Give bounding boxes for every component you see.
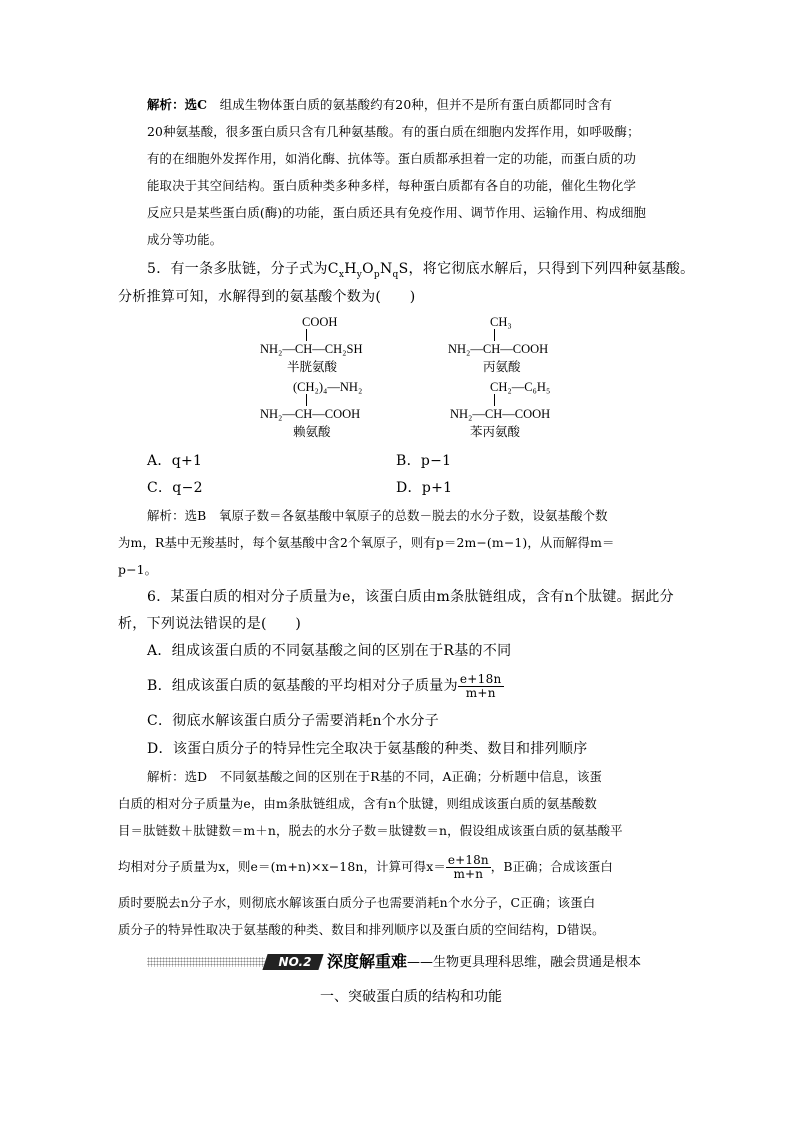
analysis-5-line-2: 为m，R基中无羧基时，每个氨基酸中含2个氧原子，则有p＝2m−(m−1)，从而解得m＝ [118, 535, 615, 550]
analysis-4-line-4: 能取决于其空间结构。蛋白质种类多种多样，每种蛋白质都有各自的功能，催化生物化学 [147, 178, 637, 193]
analysis-5-line-3: p−1。 [118, 562, 158, 577]
fraction: $\frac{e+18n}{m+n}$ [447, 853, 489, 881]
bond-line [306, 394, 307, 406]
q5-option-b[interactable]: B．p−1 [396, 453, 452, 469]
q6-option-a[interactable]: A．组成该蛋白质的不同氨基酸之间的区别在于R基的不同 [147, 643, 512, 659]
q6-option-d[interactable]: D．该蛋白质分子的特异性完全取决于氨基酸的种类、数目和排列顺序 [147, 741, 588, 757]
dotted-pattern [147, 957, 265, 967]
analysis-5-line-1: 解析：选B 氧原子数＝各氨基酸中氧原子的总数－脱去的水分子数，设氨基酸个数 [147, 508, 608, 523]
q6-option-c[interactable]: C．彻底水解该蛋白质分子需要消耗n个水分子 [147, 713, 440, 729]
analysis-6-line-4: 均相对分子质量为x，则e＝(m+n)×x−18n，计算可得x＝ $\frac{e+18n}{m+n}$ ，B正确；合成该蛋白 [118, 853, 613, 881]
q6-stem-line-1: 6．某蛋白质的相对分子质量为e，该蛋白质由m条肽链组成，含有n个肽键。据此分 [147, 589, 674, 605]
q6-stem-line-2: 析，下列说法错误的是( ) [118, 616, 302, 632]
q5-option-d[interactable]: D．p+1 [396, 480, 453, 496]
q5-option-a[interactable]: A．q+1 [147, 453, 203, 469]
section-title: 一、突破蛋白质的结构和功能 [320, 989, 502, 1005]
analysis-6-line-6: 质分子的特异性取决于氨基酸的种类、数目和排列顺序以及蛋白质的空间结构，D错误。 [118, 922, 605, 937]
tag-label: NO.2 [278, 955, 312, 969]
analysis-4-line-1: 解析：选C 组成生物体蛋白质的氨基酸约有20种，但并不是所有蛋白质都同时含有 [147, 97, 613, 112]
bond-line [306, 329, 307, 341]
q5-stem-line-1: 5．有一条多肽链，分子式为$C_xH_yO_pN_qS$，将它彻底水解后，只得到下列四种氨基酸。 [147, 261, 695, 280]
analysis-4-line-3: 有的在细胞外发挥作用，如消化酶、抗体等。蛋白质都承担着一定的功能，而蛋白质的功 [147, 151, 637, 166]
analysis-4-line-6: 成分等功能。 [147, 232, 223, 247]
section-banner [147, 951, 667, 973]
analysis-6-line-5: 质时要脱去n分子水，则彻底水解该蛋白质分子也需要消耗n个水分子，C正确；该蛋白 [118, 895, 596, 910]
q6-option-b[interactable]: B．组成该蛋白质的氨基酸的平均相对分子质量为 $\frac{e+18n}{m+n}$ [147, 671, 502, 700]
bond-line [494, 394, 495, 406]
analysis-4-label: 解析：选C [147, 97, 208, 112]
document-page: 解析：选C 组成生物体蛋白质的氨基酸约有20种，但并不是所有蛋白质都同时含有 20种氨基酸，很多蛋白质只含有几种氨基酸。有的蛋白质在细胞内发挥作用，如呼吸酶； 有的在细胞外发挥作用，如消化酶、抗体等。蛋白质都承担着一定的功能，而蛋白质的功 能取决于其空间结构。蛋白质种类多种多样，每种蛋白质都有各自的功能，催化生物化学 反应只是某些蛋白质(酶)的功能，蛋白质还具有免疫作用、调节作用、运输作用、构成细胞 成分等功能。 5．有一条多肽链，分子式为$C_xH_yO_pN_qS$，将它彻底水解后，只得到下列四种氨基酸。 分析推算可知，水解得到的氨基酸个数为( ) COOH NH₂—CH—CH₂SH 半胱氨酸 CH₃ NH₂—CH—COOH 丙氨酸 (CH₂)₄—NH₂ NH₂—CH—COOH 赖氨酸 CH₂—C₆H₅ NH₂—CH—COOH 苯丙氨酸 A．q+1 B．p−1 C．q−2 D．p+1 解析：选B 氧原子数＝各氨基酸中氧原子的总数－脱去的水分子数，设氨基酸个数 为m，R基中无羧基时，每个氨基酸中含2个氧原子，则有p＝2m−(m−1)，从而解得m＝ p−1。 6．某蛋白质的相对分子质量为e，该蛋白质由m条肽链组成，含有n个肽键。据此分 析，下列说法错误的是( ) A．组成该蛋白质的不同氨基酸之间的区别在于R基的不同 B．组成该蛋白质的氨基酸的平均相对分子质量为 $\frac{e+18n}{m+n}$ C．彻底水解该蛋白质分子需要消耗n个水分子 D．该蛋白质分子的特异性完全取决于氨基酸的种类、数目和排列顺序 解析：选D 不同氨基酸之间的区别在于R基的不同，A正确；分析题中信息，该蛋 白质的相对分子质量为e，由m条肽链组成，含有n个肽键，则组成该蛋白质的氨基酸数 目＝肽链数＋肽键数＝m＋n，脱去的水分子数＝肽键数＝n，假设组成该蛋白质的氨基酸平 均相对分子质量为x，则e＝(m+n)×x−18n，计算可得x＝ $\frac{e+18n}{m+n}$ ，B正确；合成该蛋白 质时要脱去n分子水，则彻底水解该蛋白质分子也需要消耗n个水分子，C正确；该蛋白 质分子的特异性取决于氨基酸的种类、数目和排列顺序以及蛋白质的空间结构，D错误。 NO.2 深度解重难 ——生物更具理科思维，融会贯通是根本 一、突破蛋白质的结构和功能 [118, 97, 695, 1005]
q5-stem-line-2: 分析推算可知，水解得到的氨基酸个数为( ) [118, 289, 416, 305]
analysis-6-line-3: 目＝肽链数＋肽键数＝m＋n，脱去的水分子数＝肽键数＝n，假设组成该蛋白质的氨基酸平 [118, 823, 623, 838]
analysis-4-line-5: 反应只是某些蛋白质(酶)的功能，蛋白质还具有免疫作用、调节作用、运输作用、构成细胞 [147, 205, 647, 220]
analysis-6-line-2: 白质的相对分子质量为e，由m条肽链组成，含有n个肽键，则组成该蛋白质的氨基酸数 [118, 796, 597, 811]
banner-title: 深度解重难 [327, 952, 408, 971]
q5-option-c[interactable]: C．q−2 [147, 480, 203, 496]
bond-line [494, 329, 495, 341]
analysis-4-line-2: 20种氨基酸，很多蛋白质只含有几种氨基酸。有的蛋白质在细胞内发挥作用，如呼吸酶； [147, 124, 640, 139]
fraction: $\frac{e+18n}{m+n}$ [459, 671, 502, 700]
analysis-6-line-1: 解析：选D 不同氨基酸之间的区别在于R基的不同，A正确；分析题中信息，该蛋 [147, 769, 603, 784]
banner-subtitle: ——生物更具理科思维，融会贯通是根本 [407, 955, 642, 970]
